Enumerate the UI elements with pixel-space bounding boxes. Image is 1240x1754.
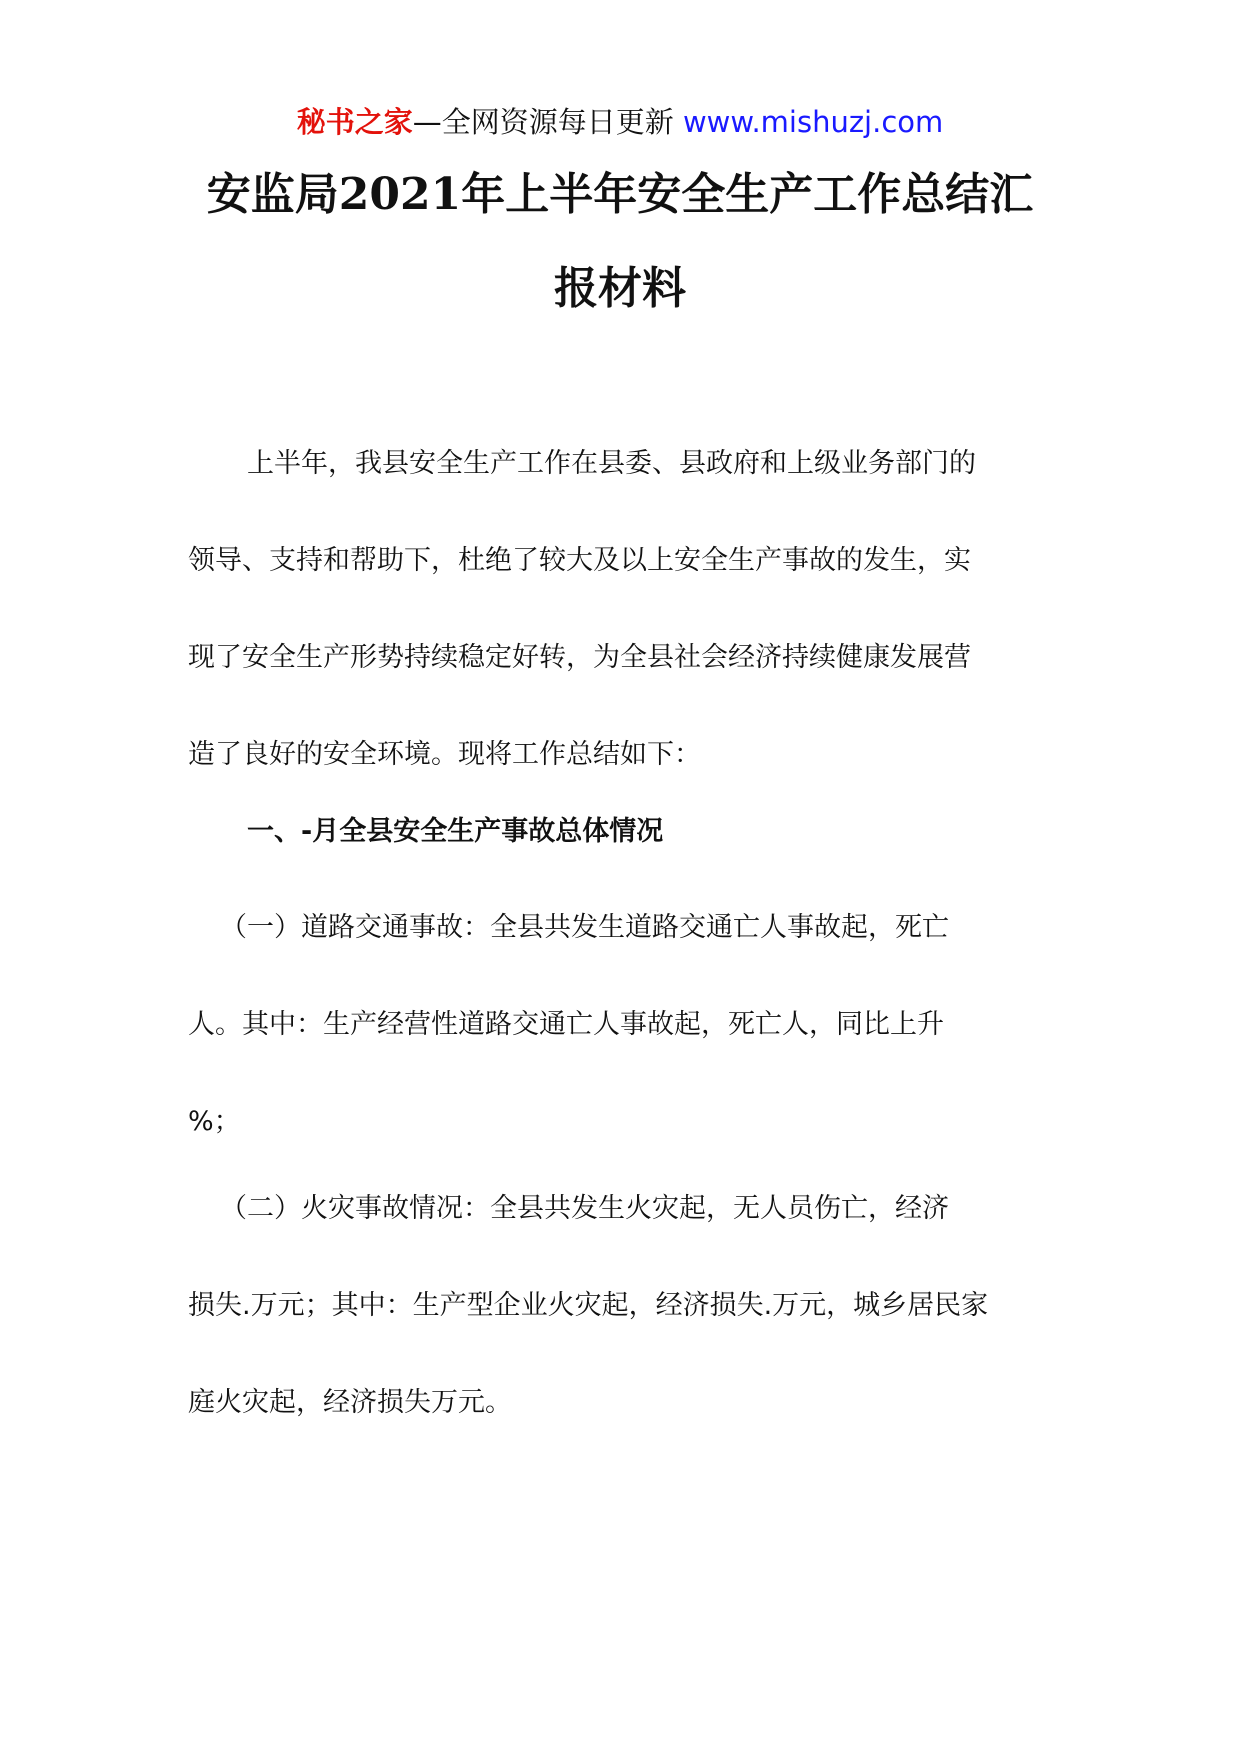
site-url-link[interactable]: www.mishuzj.com — [682, 105, 944, 139]
paragraph-line: 庭火灾起，经济损失万元。 — [188, 1387, 512, 1418]
intro-paragraph — [188, 415, 1068, 803]
brand-name: 秘书之家 — [296, 105, 413, 139]
paragraph-line: 上半年，我县安全生产工作在县委、县政府和上级业务部门的 — [247, 448, 976, 479]
fire-accident-paragraph — [188, 1160, 1068, 1451]
paragraph-line: （一）道路交通事故：全县共发生道路交通亡人事故起，死亡 — [220, 912, 949, 943]
traffic-accident-paragraph — [188, 879, 1068, 1170]
site-header — [0, 102, 1240, 142]
section-heading: 一、-月全县安全生产事故总体情况 — [247, 816, 664, 847]
paragraph-line: 损失.万元；其中：生产型企业火灾起，经济损失.万元，城乡居民家 — [188, 1290, 989, 1321]
paragraph-line: （二）火灾事故情况：全县共发生火灾起，无人员伤亡，经济 — [220, 1193, 949, 1224]
paragraph-line: %； — [188, 1106, 241, 1137]
document-title-line2: 报材料 — [554, 263, 686, 314]
header-tagline: —全网资源每日更新 — [412, 105, 674, 139]
document-title-line1: 安监局2021年上半年安全生产工作总结汇 — [206, 169, 1034, 220]
paragraph-line: 领导、支持和帮助下，杜绝了较大及以上安全生产事故的发生，实 — [188, 545, 971, 576]
paragraph-line: 现了安全生产形势持续稳定好转，为全县社会经济持续健康发展营 — [188, 642, 971, 673]
paragraph-line: 人。其中：生产经营性道路交通亡人事故起，死亡人，同比上升 — [188, 1009, 944, 1040]
paragraph-line: 造了良好的安全环境。现将工作总结如下： — [188, 739, 701, 770]
